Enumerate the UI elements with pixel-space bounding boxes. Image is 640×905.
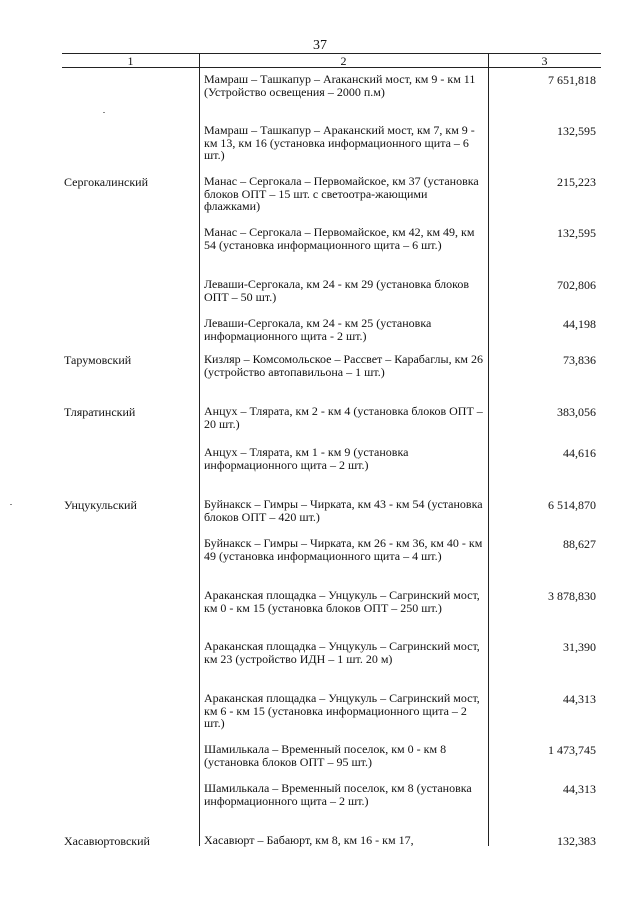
row-description: Араканская площадка – Унцукуль – Сагринский мост, км 6 - км 15 (установка информационного щита – 2 шт.) xyxy=(204,691,480,730)
row-amount: 3 878,830 xyxy=(548,589,596,603)
row-description: Мамраш – Ташкапур – Araканский мост, км 9 - км 11 (Устройство освещения – 2000 п.м) xyxy=(204,72,476,99)
column-divider-1 xyxy=(199,53,200,846)
row-district: Хасавюртовский xyxy=(64,834,150,848)
row-description: Шамилькала – Временный поселок, км 0 - км 8 (установка блоков ОПТ – 95 шт.) xyxy=(204,742,447,769)
row-amount: 73,836 xyxy=(563,353,596,367)
row-amount: 7 651,818 xyxy=(548,73,596,87)
row-description: Леваши-Сергокала, км 24 - км 29 (установка блоков ОПТ – 50 шт.) xyxy=(204,277,469,304)
row-amount: 44,616 xyxy=(563,446,596,460)
row-description: Араканская площадка – Унцукуль – Сагринский мост, км 0 - км 15 (установка блоков ОПТ – 250 шт.) xyxy=(204,588,480,615)
row-description: Манас – Сергокала – Первомайское, км 42, км 49, км 54 (установка информационного щита – 6 шт.) xyxy=(204,225,475,252)
row-description: Хасавюрт – Бабаюрт, км 8, км 16 - км 17, xyxy=(204,833,414,847)
row-description: Анцух – Тлярата, км 1 - км 9 (установка информационного щита – 2 шт.) xyxy=(204,445,409,472)
row-amount: 44,313 xyxy=(563,692,596,706)
column-header-1: 1 xyxy=(127,54,134,68)
column-header-3: 3 xyxy=(541,54,548,68)
row-description: Кизляр – Комсомольское – Рассвет – Карабаглы, км 26 (устройство автопавильона – 1 шт.) xyxy=(204,352,483,379)
row-district: Тляратинский xyxy=(64,405,136,419)
column-divider-2 xyxy=(488,53,489,846)
page-number: 37 xyxy=(313,38,327,53)
row-district: Унцукульский xyxy=(64,498,137,512)
row-description: Леваши-Сергокала, км 24 - км 25 (установка информационного щита - 2 шт.) xyxy=(204,316,432,343)
row-amount: 215,223 xyxy=(557,175,596,189)
row-description: Араканская площадка – Унцукуль – Сагринский мост, км 23 (устройство ИДН – 1 шт. 20 м) xyxy=(204,639,480,666)
row-description: Манас – Сергокала – Первомайское, км 37 (установка блоков ОПТ – 15 шт. с светоотра-жающими флажками) xyxy=(204,174,479,213)
row-amount: 132,595 xyxy=(557,226,596,240)
row-description: Буйнакск – Гимры – Чирката, км 26 - км 36, км 40 - км 49 (установка информационного щита – 4 шт.) xyxy=(204,536,483,563)
row-amount: 132,383 xyxy=(557,834,596,848)
row-amount: 383,056 xyxy=(557,405,596,419)
row-district: Тарумовский xyxy=(64,353,132,367)
scan-speck xyxy=(10,504,12,505)
row-amount: 132,595 xyxy=(557,124,596,138)
row-description: Буйнакск – Гимры – Чирката, км 43 - км 54 (установка блоков ОПТ – 420 шт.) xyxy=(204,497,483,524)
row-amount: 44,198 xyxy=(563,317,596,331)
scan-speck xyxy=(103,112,105,113)
row-amount: 1 473,745 xyxy=(548,743,596,757)
row-description: Анцух – Тлярата, км 2 - км 4 (установка блоков ОПТ – 20 шт.) xyxy=(204,404,483,431)
row-amount: 88,627 xyxy=(563,537,596,551)
column-header-2: 2 xyxy=(340,54,347,68)
row-amount: 6 514,870 xyxy=(548,498,596,512)
row-amount: 702,806 xyxy=(557,278,596,292)
row-amount: 31,390 xyxy=(563,640,596,654)
row-amount: 44,313 xyxy=(563,782,596,796)
row-description: Мамраш – Ташкапур – Араканский мост, км 7, км 9 - км 13, км 16 (установка информационного щита – 6 шт.) xyxy=(204,123,475,162)
row-description: Шамилькала – Временный поселок, км 8 (установка информационного щита – 2 шт.) xyxy=(204,781,472,808)
row-district: Сергокалинский xyxy=(64,175,149,189)
